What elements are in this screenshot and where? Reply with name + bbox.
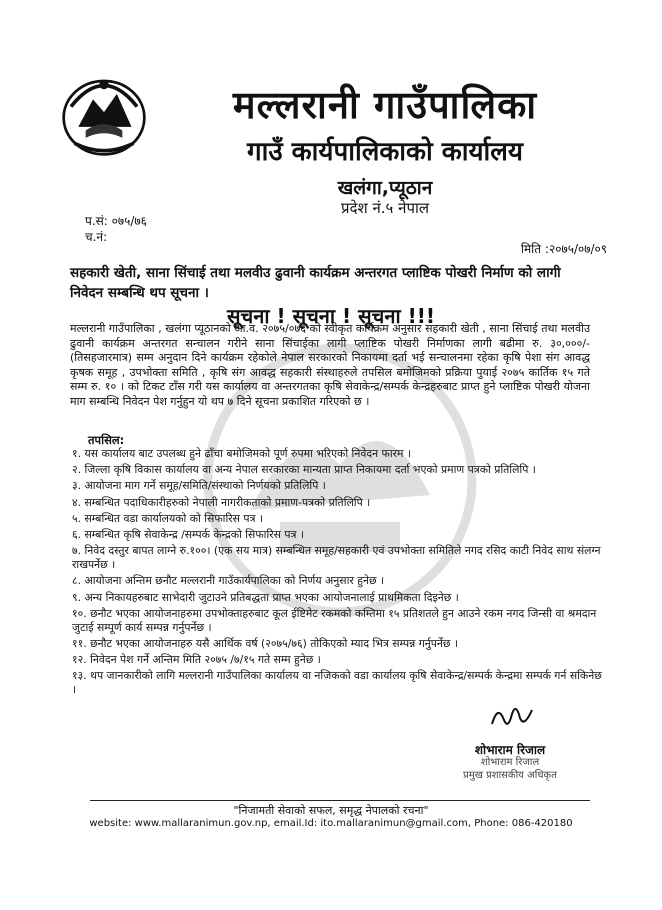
body-paragraph: मल्लरानी गाउँपालिका , खलंगा प्यूठानको आ.व. २०७५/०७६ को स्वीकृत कार्यक्रम अनुसार सहकारी खेती , साना सिंचाई तथा मलवीउ ढुवानी कार्यक्रम अन्तरगत सन्चालन गरीने साना सिंचाईका लागी प्लाष्टिक पोखरी निर्माणका लागी बढीमा रु. ३०,०००/- (तिसहजारमात्र) सम्म अनुदान दिने कार्यक्रम रहेकोले नेपाल सरकारको निकायमा दर्ता भई सन्चालनमा रहेका कृषि पेशा संग आवद्ध कृषक समूह , उपभोक्ता समिति , कृषि संग आवद्ध सहकारी संस्थाहरुले तपसिल बमोजिमको प्रक्रिया पुयाई २०७५ कार्तिक १५ गते सम्म रु. १० । को टिकट टाँस गरी यस कार्यालय वा अन्तरगतका कृषि सेवाकेन्द्र/सम्पर्क केन्द्रहरुबाट प्राप्त हुने प्लाष्टिक पोखरी योजना माग सम्बन्धि निवेदन पेश गर्नुहुन यो थप ७ दिने सूचना प्रकाशित गरिएको छ । [70, 322, 590, 408]
office-subtitle: गाउँ कार्यपालिकाको कार्यालय [247, 137, 523, 167]
signatory-name: शोभाराम रिजाल [474, 743, 546, 757]
list-item: २. जिल्ला कृषि विकास कार्यालय वा अन्य नेपाल सरकारका मान्यता प्राप्त निकायमा दर्ता भएको प्रमाण पत्रको प्रतिलिपि । [72, 463, 536, 477]
official-stamp [440, 756, 580, 782]
municipality-title: मल्लरानी गाउँपालिका [232, 83, 538, 127]
province-label: प्रदेश नं.५ नेपाल [340, 199, 430, 217]
footer-slogan: "निजामती सेवाको सफल, समृद्ध नेपालको रचना" [233, 804, 429, 817]
list-item: ९. अन्य निकायहरुबाट साभेदारी जुटाउने प्रतिबद्धता प्राप्त भएका आयोजनालाई प्राथमिकता दिइनेछ । [72, 590, 459, 604]
dispatch-number: च.नं: [85, 230, 108, 244]
list-item: १. यस कार्यालय बाट उपलब्ध हुने ढाँचा बमोजिमको पूर्ण रुपमा भरिएको निवेदन फारम । [72, 447, 412, 460]
list-item: ६. सम्बन्धित कृषि सेवाकेन्द्र /सम्पर्क केन्द्रको सिफारिस पत्र । [72, 527, 305, 541]
signature-icon [488, 700, 538, 734]
list-item: १३. थप जानकारीको लागि मल्लरानी गाउँपालिका कार्यालय वा नजिकको वडा कार्यालय कृषि सेवाकेन्द्र/सम्पर्क केन्द्रमा सम्पर्क गर्न सकिनेछ । [72, 669, 602, 697]
list-item: ४. सम्बन्धित पदाधिकारीहरुको नेपाली नागरीकताको प्रमाण-पत्रको प्रतिलिपि । [72, 495, 371, 509]
letter-number: प.सं: ०७५/७६ [85, 214, 147, 228]
footer-divider [90, 800, 590, 801]
attachments-list [72, 447, 602, 699]
notice-heading: सूचना ! सूचना ! सूचना !!! [227, 304, 435, 328]
office-location: खलंगा,प्यूठान [337, 177, 433, 199]
list-item: ३. आयोजना माग गर्ने समूह/समिति/संस्थाको निर्णयको प्रतिलिपि । [72, 479, 326, 493]
footer-contact: website: www.mallaranimun.gov.np, email.Id: ito.mallaranimun@gmail.com, Phone: 086-420180 [89, 818, 573, 829]
letter-date: मिति :२०७५/०७/०९ [520, 242, 607, 256]
nepal-emblem-icon [58, 70, 150, 158]
list-item: १०. छनौट भएका आयोजनाहरुमा उपभोक्ताहरुबाट कूल ईष्टिमेट रकमको कम्तिमा १५ प्रतिशतले हुन आउने रकम नगद जिन्सी वा श्रमदान जुटाई सम्पूर्ण कार्य सम्पन्न गर्नुपर्नेछ । [72, 606, 597, 634]
stamp-name: शोभाराम रिजाल [480, 757, 540, 768]
list-item: ८. आयोजना अन्तिम छनौट मल्लरानी गाउँकार्यपालिका को निर्णय अनुसार हुनेछ । [72, 574, 385, 588]
attachments-heading: तपसिल: [88, 433, 125, 447]
subject-line: सहकारी खेती, साना सिंचाई तथा मलवीउ ढुवानी कार्यक्रम अन्तरगत प्लाष्टिक पोखरी निर्माण को लागी निवेदन सम्बन्धि थप सूचना । [70, 265, 561, 301]
stamp-title: प्रमुख प्रशासकीय अधिकृत [463, 770, 557, 781]
list-item: ७. निवेद दस्तुर बापत लाग्ने रु.१००। (एक सय मात्र) सम्बन्धित समूह/सहकारी एवं उपभोक्ता समितिले नगद रसिद काटी निवेद साथ संलग्न राखपर्नेछ । [72, 544, 601, 572]
list-item: १२. निवेदन पेश गर्ने अन्तिम मिति २०७५ /७/१५ गते सम्म हुनेछ । [72, 653, 321, 667]
list-item: ५. सम्बन्धित वडा कार्यालयको को सिफारिस पत्र । [72, 511, 264, 525]
list-item: ११. छनौट भएका आयोजनाहरु यसै आर्थिक वर्ष (२०७५/७६) तोकिएको म्याद भित्र सम्पन्न गर्नुपर्नेछ । [72, 636, 459, 650]
